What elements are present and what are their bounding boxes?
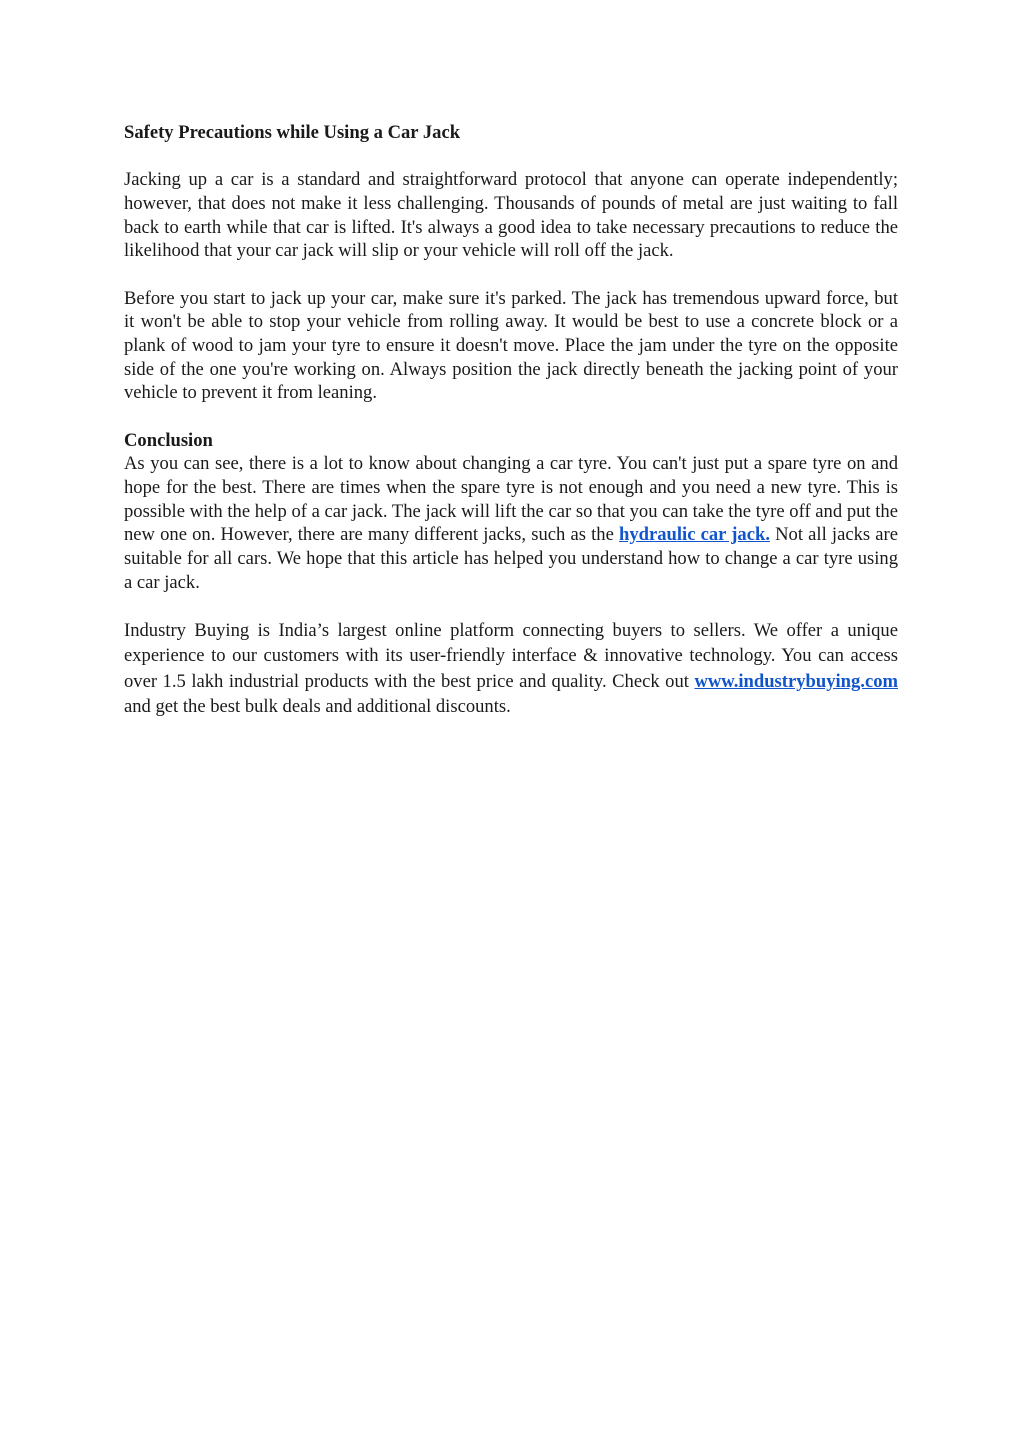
document-page bbox=[124, 121, 898, 720]
conclusion-heading: Conclusion bbox=[124, 429, 213, 451]
industrybuying-website-link[interactable]: www.industrybuying.com bbox=[694, 670, 898, 692]
conclusion-text-start: As you can see, there is a lot to know about changing a car tyre. You can't just put a spare tyre on and hope for the best. There are times when the spare tyre is not enough and you need a new tyre. This is possible with the help of a car jack. The jack will lift the car so that you can take the tyre off and put the new one on. However, there are many different jacks, such as the bbox=[124, 453, 898, 546]
second-paragraph: Before you start to jack up your car, make sure it's parked. The jack has tremendous upward force, but it won't be able to stop your vehicle from rolling away. It would be best to use a concrete block or a plank of wood to jam your tyre to ensure it doesn't move. Place the jam under the tyre on the opposite side of the one you're working on. Always position the jack directly beneath the jacking point of your vehicle to prevent it from leaning. bbox=[124, 287, 898, 404]
intro-paragraph: Jacking up a car is a standard and straightforward protocol that anyone can operate independently; however, that does not make it less challenging. Thousands of pounds of metal are just waiting to fall back to earth while that car is lifted. It's always a good idea to take necessary precautions to reduce the likelihood that your car jack will slip or your vehicle will roll off the jack. bbox=[124, 169, 898, 262]
hydraulic-car-jack-link[interactable]: hydraulic car jack. bbox=[619, 524, 770, 546]
document-title: Safety Precautions while Using a Car Jack bbox=[124, 122, 461, 143]
closing-text-end: and get the best bulk deals and additional discounts. bbox=[124, 696, 511, 718]
closing-paragraph bbox=[124, 618, 898, 720]
conclusion-text-end: Not all jacks are suitable for all cars. We hope that this article has helped you understand how to change a car tyre using a car jack. bbox=[124, 524, 898, 593]
closing-text-start: Industry Buying is India’s largest online platform connecting buyers to sellers. We offer a unique experience to our customers with its user-friendly interface & innovative technology. You can access over 1.5 lakh industrial products with the best price and quality. Check out bbox=[124, 619, 898, 692]
conclusion-paragraph bbox=[124, 452, 898, 594]
